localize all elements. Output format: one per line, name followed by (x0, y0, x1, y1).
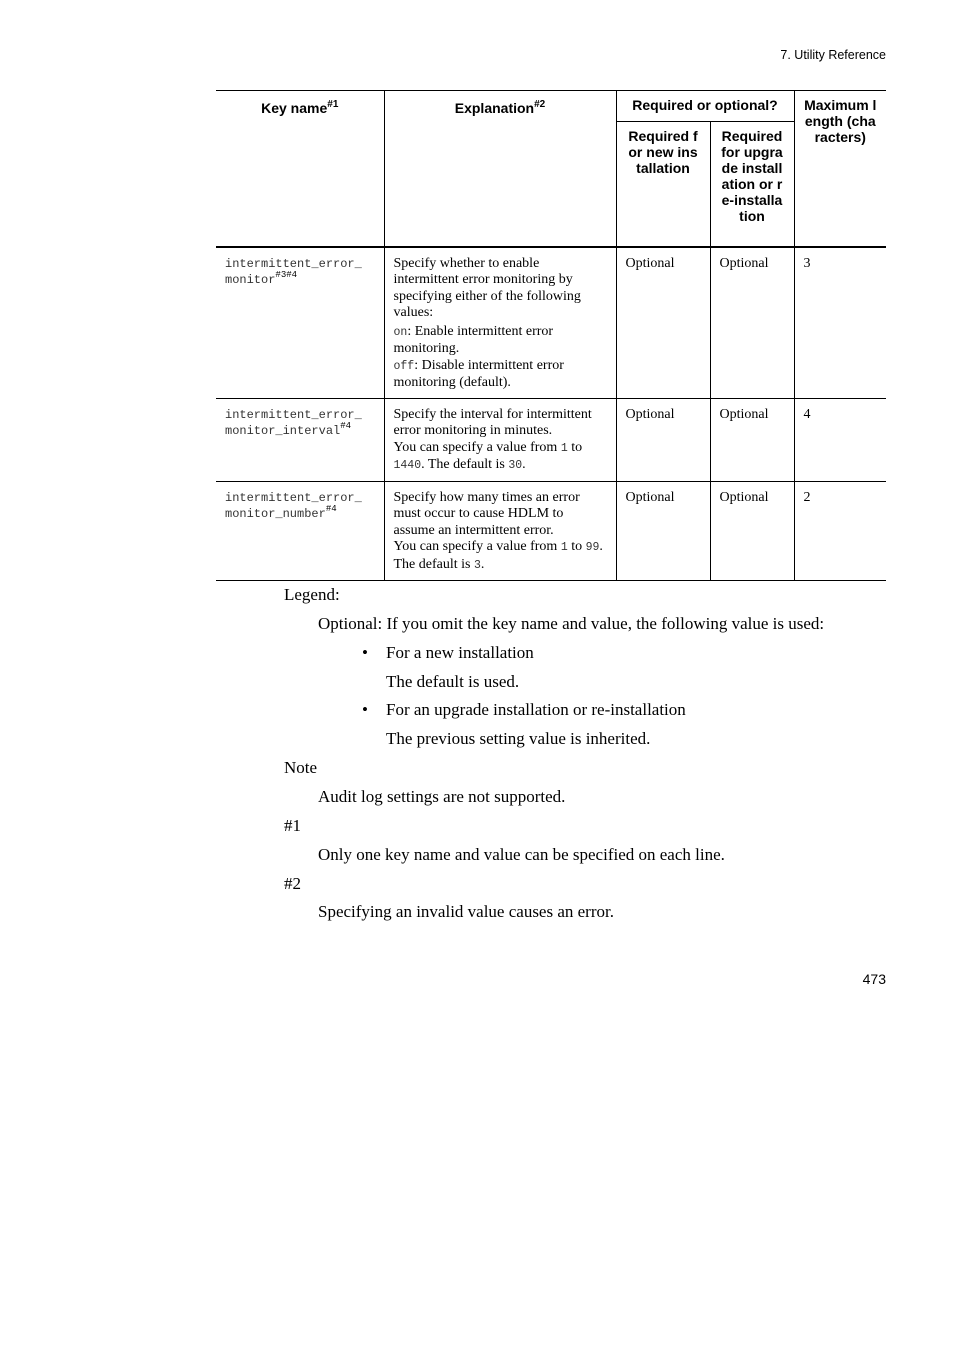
table-row (216, 481, 886, 581)
key-name-cell: intermittent_error_ monitor_interval$^{\#4}$ (216, 398, 384, 481)
bullet-new-installation: For a new installation (386, 643, 534, 662)
bullet-new-installation-detail: The default is used. (386, 672, 520, 691)
key-reference-table (216, 90, 886, 581)
required-upgrade-cell: Optional (710, 481, 794, 581)
header-max-length: Maximum length (characters) (794, 91, 886, 247)
required-upgrade-cell: Optional (710, 247, 794, 399)
footnote-2-text: Specifying an invalid value causes an error. (318, 902, 614, 921)
header-required-upgrade: Required for upgrade installation or re-installation (710, 122, 794, 247)
footnote-1-label: #1 (284, 816, 301, 835)
required-new-cell: Optional (616, 481, 710, 581)
page-number: 473 (862, 971, 886, 987)
note-label: Note (284, 758, 318, 777)
required-new-cell: Optional (616, 398, 710, 481)
note-text: Audit log settings are not supported. (318, 787, 566, 806)
header-explanation: Explanation$^{\#2}$ (384, 91, 616, 247)
max-length-cell: 2 (794, 481, 886, 581)
explanation-cell: Specify how many times an error must occur to cause HDLM to assume an intermittent error. You can specify a value from 1 to 99. The default is 3. (384, 481, 616, 581)
required-upgrade-cell: Optional (710, 398, 794, 481)
explanation-cell: Specify whether to enable intermittent error monitoring by specifying either of the following values: on: Enable intermittent error monitoring. off: Disable intermittent error monitoring (default). (384, 247, 616, 399)
bullet-icon: • (362, 700, 368, 719)
table-row (216, 247, 886, 399)
key-name-cell: intermittent_error_ monitor$^{\#3\#4}$ (216, 247, 384, 399)
legend-label: Legend: (284, 585, 340, 604)
bullet-icon: • (362, 643, 368, 662)
bullet-upgrade-installation: For an upgrade installation or re-installation (386, 700, 686, 719)
max-length-cell: 3 (794, 247, 886, 399)
explanation-cell: Specify the interval for intermittent error monitoring in minutes. You can specify a value from 1 to 1440. The default is 30. (384, 398, 616, 481)
header-key-name: Key name$^{\#1}$ (216, 91, 384, 247)
footnote-1-text: Only one key name and value can be specified on each line. (318, 845, 725, 864)
table-row (216, 398, 886, 481)
required-new-cell: Optional (616, 247, 710, 399)
header-required-new: Required for new installation (616, 122, 710, 247)
optional-definition: Optional: If you omit the key name and value, the following value is used: (318, 614, 825, 633)
key-name-cell: intermittent_error_ monitor_number$^{\#4}$ (216, 481, 384, 581)
footnote-2-label: #2 (284, 874, 301, 893)
running-header: 7. Utility Reference (780, 48, 886, 62)
header-required-or-optional: Required or optional? (616, 91, 794, 122)
max-length-cell: 4 (794, 398, 886, 481)
bullet-upgrade-installation-detail: The previous setting value is inherited. (386, 729, 651, 748)
